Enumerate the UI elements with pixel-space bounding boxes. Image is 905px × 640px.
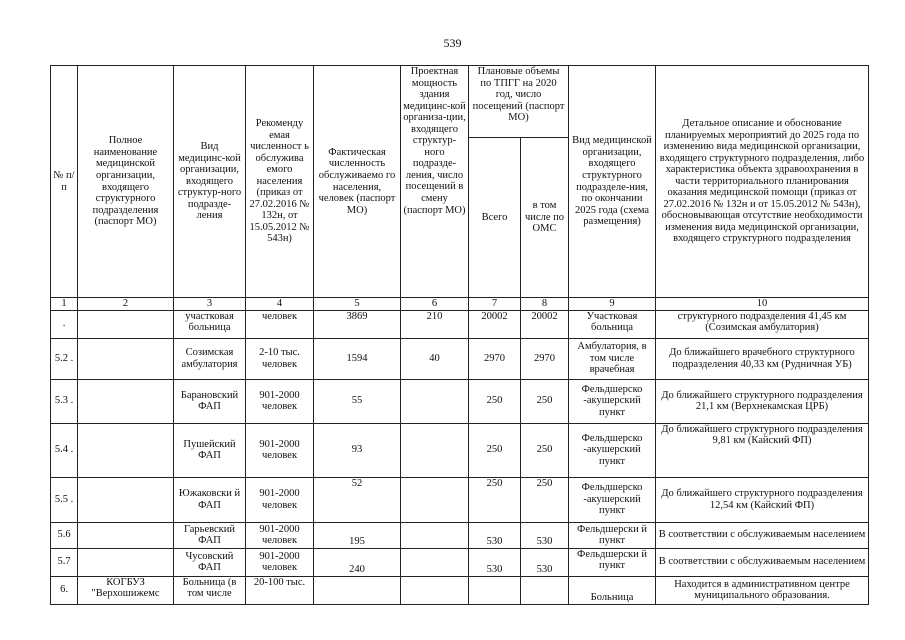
row-recommended: 20-100 тыс. [246, 576, 314, 604]
row-capacity [401, 423, 469, 477]
row-type: Гарьевский ФАП [174, 522, 246, 548]
row-name [78, 548, 174, 576]
column-number: 2 [78, 298, 174, 311]
row-total: 20002 [469, 310, 521, 338]
row-total: 530 [469, 522, 521, 548]
row-type: Барановский ФАП [174, 379, 246, 423]
row-oms: 2970 [521, 338, 569, 379]
header-actual-population: Фактическая численность обслуживаемо го населения, человек (паспорт МО) [314, 66, 401, 298]
row-type-2025: Фельдшерски й пункт [569, 548, 656, 576]
row-actual [314, 576, 401, 604]
header-oms: в том числе по ОМС [521, 138, 569, 298]
row-name: КОГБУЗ "Верхошижемс [78, 576, 174, 604]
row-number: 5.3 . [51, 379, 78, 423]
column-number: 6 [401, 298, 469, 311]
row-type-2025: Фельдшерско -акушерский пункт [569, 477, 656, 522]
row-number: 5.4 . [51, 423, 78, 477]
table-row [51, 310, 869, 338]
row-description: До ближайшего структурного подразделения 21,1 км (Верхнекамская ЦРБ) [656, 379, 869, 423]
page-number: 539 [443, 36, 462, 50]
row-actual: 55 [314, 379, 401, 423]
row-capacity: 210 [401, 310, 469, 338]
row-capacity: 40 [401, 338, 469, 379]
column-number: 1 [51, 298, 78, 311]
row-number: 5.6 [51, 522, 78, 548]
table-row [51, 338, 869, 379]
header-description: Детальное описание и обоснование планируемых мероприятий до 2025 года по изменению вида медицинской организации, входящего структурного подразделения, либо характеристика объекта здравоохранения в части территориального планирования оказания медицинской помощи (приказ от 27.02.2016 № 132н и от 15.05.2012 № 543н), обосновывающая отсутствие необходимости изменения вида медицинской организации, входящего структурного подразделения [656, 66, 869, 298]
table-row [51, 548, 869, 576]
column-number: 3 [174, 298, 246, 311]
row-name [78, 477, 174, 522]
row-total: 250 [469, 423, 521, 477]
header-type-2025: Вид медицинской организации, входящего структурного подразделе-ния, по окончании 2025 года (схема размещения) [569, 66, 656, 298]
row-actual: 3869 [314, 310, 401, 338]
row-description: В соответствии с обслуживаемым населением [656, 522, 869, 548]
row-actual: 93 [314, 423, 401, 477]
column-number: 4 [246, 298, 314, 311]
row-capacity [401, 548, 469, 576]
header-planned-volumes: Плановые объемы по ТПГГ на 2020 год, число посещений (паспорт МО) [469, 66, 569, 138]
row-number: 6. [51, 576, 78, 604]
table-row [51, 423, 869, 477]
row-description: структурного подразделения 41,45 км (Созимская амбулатория) [656, 310, 869, 338]
row-type: Южаковски й ФАП [174, 477, 246, 522]
row-recommended: 901-2000 человек [246, 423, 314, 477]
header-design-capacity: Проектная мощность здания медицинс-кой организа-ции, входящего структур-ного подразде-ления, число посещений в смену (паспорт МО) [401, 66, 469, 298]
row-oms: 250 [521, 423, 569, 477]
row-total [469, 576, 521, 604]
row-oms: 530 [521, 548, 569, 576]
row-total: 2970 [469, 338, 521, 379]
row-type-2025: Фельдшерско -акушерский пункт [569, 423, 656, 477]
column-number: 10 [656, 298, 869, 311]
row-name [78, 310, 174, 338]
document-table [50, 65, 869, 605]
row-recommended: 901-2000 человек [246, 477, 314, 522]
row-total: 250 [469, 477, 521, 522]
row-type-2025: Фельдшерски й пункт [569, 522, 656, 548]
row-type: Больница (в том числе [174, 576, 246, 604]
row-oms: 20002 [521, 310, 569, 338]
header-recommended-population: Рекоменду емая численност ь обслужива емого населения (приказ от 27.02.2016 № 132н, от 15.05.2012 № 543н) [246, 66, 314, 298]
row-number: 5.7 [51, 548, 78, 576]
row-description: Находится в административном центре муниципального образования. [656, 576, 869, 604]
row-recommended: 901-2000 человек [246, 548, 314, 576]
header-total: Всего [469, 138, 521, 298]
row-name [78, 338, 174, 379]
row-type-2025: Больница [569, 576, 656, 604]
row-type-2025: Участковая больница [569, 310, 656, 338]
column-number: 8 [521, 298, 569, 311]
row-type-2025: Амбулатория, в том числе врачебная [569, 338, 656, 379]
row-number: 5.2 . [51, 338, 78, 379]
row-actual: 52 [314, 477, 401, 522]
row-recommended: 901-2000 человек [246, 379, 314, 423]
row-capacity [401, 576, 469, 604]
row-number: 5.5 . [51, 477, 78, 522]
row-actual: 1594 [314, 338, 401, 379]
row-type: Чусовский ФАП [174, 548, 246, 576]
row-capacity [401, 477, 469, 522]
header-full-name: Полное наименование медицинской организации, входящего структурного подразделения (паспорт МО) [78, 66, 174, 298]
row-description: До ближайшего врачебного структурного подразделения 40,33 км (Рудничная УБ) [656, 338, 869, 379]
table-row [51, 379, 869, 423]
row-capacity [401, 379, 469, 423]
row-actual: 240 [314, 548, 401, 576]
row-type: участковая больница [174, 310, 246, 338]
row-total: 530 [469, 548, 521, 576]
row-type-2025: Фельдшерско -акушерский пункт [569, 379, 656, 423]
row-oms [521, 576, 569, 604]
table-row [51, 522, 869, 548]
row-description: В соответствии с обслуживаемым населением [656, 548, 869, 576]
row-description: До ближайшего структурного подразделения 9,81 км (Кайский ФП) [656, 423, 869, 477]
header-number: № п/п [51, 66, 78, 298]
row-actual: 195 [314, 522, 401, 548]
table-row [51, 576, 869, 604]
row-oms: 250 [521, 379, 569, 423]
row-recommended: 901-2000 человек [246, 522, 314, 548]
column-numbers-row [51, 298, 869, 311]
column-number: 9 [569, 298, 656, 311]
row-oms: 530 [521, 522, 569, 548]
row-description: До ближайшего структурного подразделения 12,54 км (Кайский ФП) [656, 477, 869, 522]
column-number: 7 [469, 298, 521, 311]
row-recommended: человек [246, 310, 314, 338]
row-name [78, 379, 174, 423]
row-number: . [51, 310, 78, 338]
row-total: 250 [469, 379, 521, 423]
row-oms: 250 [521, 477, 569, 522]
row-capacity [401, 522, 469, 548]
column-number: 5 [314, 298, 401, 311]
row-recommended: 2-10 тыс. человек [246, 338, 314, 379]
row-type: Созимская амбулатория [174, 338, 246, 379]
table-row [51, 477, 869, 522]
row-name [78, 423, 174, 477]
row-type: Пушейский ФАП [174, 423, 246, 477]
header-org-type: Вид медицинс-кой организации, входящего структур-ного подразде-ления [174, 66, 246, 298]
row-name [78, 522, 174, 548]
